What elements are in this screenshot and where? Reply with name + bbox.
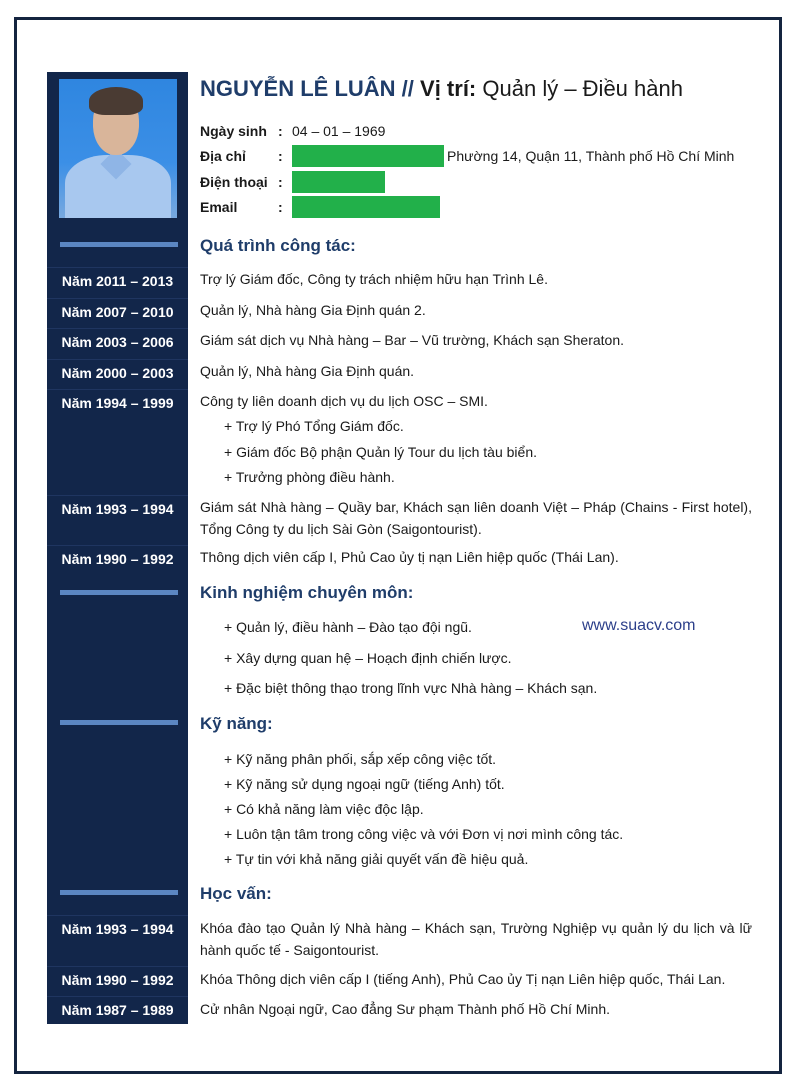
work-entry: Quản lý, Nhà hàng Gia Định quán 2. [200,302,426,318]
education-entry: Khóa Thông dịch viên cấp I (tiếng Anh), Phủ Cao ủy Tị nạn Liên hiệp quốc, Thái Lan. [200,971,726,987]
section-title-work: Quá trình công tác: [200,236,356,255]
work-entry: Giám sát Nhà hàng – Quầy bar, Khách sạn liên doanh Việt – Pháp (Chains - First hotel), Tổng Công ty du lịch Sài Gòn (Saigontourist). [200,499,752,537]
work-year-cell: Năm 2003 – 2006 [47,328,188,355]
work-year-cell: Năm 2007 – 2010 [47,298,188,325]
work-sub-item: + Trưởng phòng điều hành. [224,469,395,485]
divider-bar-skills [60,720,178,725]
education-entry: Cử nhân Ngoại ngữ, Cao đẳng Sư phạm Thành phố Hồ Chí Minh. [200,1001,610,1017]
divider-bar-education [60,890,178,895]
skill-item: + Luôn tận tâm trong công việc và với Đơn vị nơi mình công tác. [224,826,624,842]
work-year-cell: Năm 2011 – 2013 [47,267,188,294]
expertise-item: + Quản lý, điều hành – Đào tạo đội ngũ. [224,619,472,635]
info-row-email: Email : [200,196,440,218]
education-year-cell: Năm 1987 – 1989 [47,996,188,1023]
expertise-item: + Đặc biệt thông thạo trong lĩnh vực Nhà hàng – Khách sạn. [224,680,598,696]
work-year-cell: Năm 1994 – 1999 [47,389,188,416]
redacted-block [292,145,444,167]
work-year-cell: Năm 1993 – 1994 [47,495,188,522]
section-title-expertise: Kinh nghiệm chuyên môn: [200,583,414,602]
work-entry: Quản lý, Nhà hàng Gia Định quán. [200,363,415,379]
info-row-birthdate: Ngày sinh : 04 – 01 – 1969 [200,123,386,139]
candidate-name: NGUYỄN LÊ LUÂN // [200,76,414,101]
page-title [200,76,683,102]
section-title-skills: Kỹ năng: [200,714,273,733]
photo-hair [89,87,143,115]
position-value: Quản lý – Điều hành [482,76,683,101]
education-year-cell: Năm 1993 – 1994 [47,915,188,942]
education-year-cell: Năm 1990 – 1992 [47,966,188,993]
position-label: Vị trí: [420,76,477,101]
birthdate-value: 04 – 01 – 1969 [292,123,386,139]
skill-item: + Có khả năng làm việc độc lập. [224,801,424,817]
work-entry: Thông dịch viên cấp I, Phủ Cao ủy tị nạn Liên hiệp quốc (Thái Lan). [200,549,619,565]
expertise-item: + Xây dựng quan hệ – Hoạch định chiến lược. [224,650,512,666]
skill-item: + Kỹ năng phân phối, sắp xếp công việc tốt. [224,751,497,767]
profile-photo [59,79,177,218]
redacted-block [292,196,440,218]
redacted-block [292,171,385,193]
divider-bar-work [60,242,178,247]
work-sub-item: + Giám đốc Bộ phận Quản lý Tour du lịch tàu biển. [224,444,537,460]
work-year-cell: Năm 1990 – 1992 [47,545,188,572]
info-row-phone: Điện thoại : [200,171,385,193]
skill-item: + Kỹ năng sử dụng ngoại ngữ (tiếng Anh) tốt. [224,776,505,792]
info-row-address: Địa chỉ : Phường 14, Quận 11, Thành phố Hồ Chí Minh [200,145,734,167]
watermark: www.suacv.com [582,617,696,634]
work-entry: Công ty liên doanh dịch vụ du lịch OSC – SMI. [200,393,488,409]
section-title-education: Học vấn: [200,884,272,903]
skill-item: + Tự tin với khả năng giải quyết vấn đề hiệu quả. [224,851,529,867]
address-value: Phường 14, Quận 11, Thành phố Hồ Chí Minh [447,148,735,164]
work-entry: Trợ lý Giám đốc, Công ty trách nhiệm hữu hạn Trình Lê. [200,271,548,287]
education-entry: Khóa đào tạo Quản lý Nhà hàng – Khách sạn, Trường Nghiệp vụ quản lý du lịch và lữ hành quốc tế - Saigontourist. [200,920,752,958]
work-year-cell: Năm 2000 – 2003 [47,359,188,386]
work-entry: Giám sát dịch vụ Nhà hàng – Bar – Vũ trường, Khách sạn Sheraton. [200,332,625,348]
work-sub-item: + Trợ lý Phó Tổng Giám đốc. [224,418,404,434]
sidebar [47,72,188,1024]
divider-bar-expertise [60,590,178,595]
